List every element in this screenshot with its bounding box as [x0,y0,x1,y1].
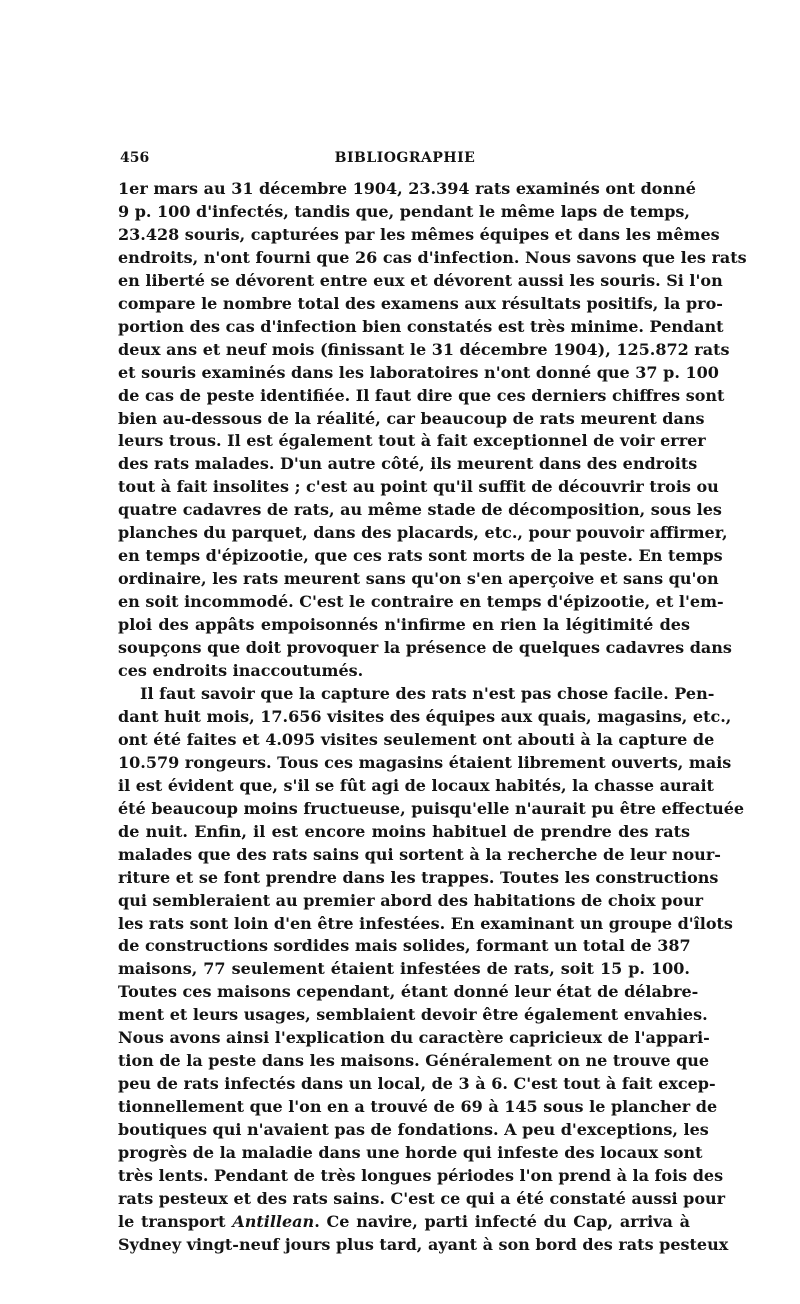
text-line: ment et leurs usages, semblaient devoir être également envahies. [118,1005,708,1025]
text-line: portion des cas d'infection bien constatés est très minime. Pendant [118,316,724,336]
text-line: 10.579 rongeurs. Tous ces magasins étaient librement ouverts, mais [118,752,732,772]
text-line: de constructions sordides mais solides, formant un total de 387 [118,936,691,956]
paragraph-start-line: Il faut savoir que la capture des rats n'est pas chose facile. Pen- [140,683,715,703]
text-line: en liberté se dévorent entre eux et dévorent aussi les souris. Si l'on [118,270,723,290]
text-fragment: . Ce navire, parti infecté du Cap, arriva à [314,1211,691,1231]
text-line: peu de rats infectés dans un local, de 3 à 6. C'est tout à fait excep- [118,1074,716,1094]
text-line: en soit incommodé. C'est le contraire en temps d'épizootie, et l'em- [118,592,724,612]
text-line: leurs trous. Il est également tout à fait exceptionnel de voir errer [118,431,706,451]
text-line: très lents. Pendant de très longues périodes l'on prend à la fois des [118,1165,724,1185]
text-line: ont été faites et 4.095 visites seulement ont abouti à la capture de [118,729,715,749]
text-line: été beaucoup moins fructueuse, puisqu'elle n'aurait pu être effectuée [118,798,745,818]
text-line: rats pesteux et des rats sains. C'est ce qui a été constaté aussi pour [118,1188,726,1208]
text-line: de nuit. Enfin, il est encore moins habituel de prendre des rats [118,821,690,841]
text-line: planches du parquet, dans des placards, etc., pour pouvoir affirmer, [118,523,728,543]
text-line: 1er mars au 31 décembre 1904, 23.394 rats examinés ont donné [118,179,696,198]
text-line: maisons, 77 seulement étaient infestées de rats, soit 15 p. 100. [118,959,690,979]
text-line: Toutes ces maisons cependant, étant donné leur état de délabre- [118,982,699,1002]
ship-name: Antillean [232,1211,315,1231]
paragraph-end-line: ces endroits inaccoutumés. [118,661,364,681]
text-fragment: le transport [118,1211,233,1231]
text-line: bien au-dessous de la réalité, car beaucoup de rats meurent dans [118,408,705,428]
text-line: il est évident que, s'il se fût agi de locaux habités, la chasse aurait [118,775,714,795]
text-line: les rats sont loin d'en être infestées. En examinant un groupe d'îlots [118,913,733,933]
text-line: Nous avons ainsi l'explication du caractère capricieux de l'appari- [118,1028,710,1048]
text-line: compare le nombre total des examens aux résultats positifs, la pro- [118,293,723,313]
text-line: ordinaire, les rats meurent sans qu'on s'en aperçoive et sans qu'on [118,569,719,589]
text-line: quatre cadavres de rats, au même stade de décomposition, sous les [118,500,722,520]
text-line: 23.428 souris, capturées par les mêmes équipes et dans les mêmes [118,224,720,244]
text-line: endroits, n'ont fourni que 26 cas d'infection. Nous savons que les rats [118,247,747,267]
text-line: tion de la peste dans les maisons. Généralement on ne trouve que [118,1051,710,1071]
text-line: tionnellement que l'on en a trouvé de 69 à 145 sous le plancher de [118,1097,718,1117]
text-line: 9 p. 100 d'infectés, tandis que, pendant le même laps de temps, [118,201,690,221]
text-line: des rats malades. D'un autre côté, ils meurent dans des endroits [118,454,698,474]
text-line: en temps d'épizootie, que ces rats sont morts de la peste. En temps [118,546,723,566]
text-line: tout à fait insolites ; c'est au point qu'il suffit de découvrir trois ou [118,477,719,497]
running-title: BIBLIOGRAPHIE [334,150,476,166]
text-line: soupçons que doit provoquer la présence de quelques cadavres dans [118,638,732,658]
text-line: progrès de la maladie dans une horde qui infeste des locaux sont [118,1143,703,1163]
body-text [118,178,747,1257]
text-line: ploi des appâts empoisonnés n'infirme en rien la légitimité des [118,615,690,635]
text-line: dant huit mois, 17.656 visites des équipes aux quais, magasins, etc., [118,706,732,726]
page-number: 456 [120,150,150,166]
text-line: deux ans et neuf mois (finissant le 31 décembre 1904), 125.872 rats [118,339,730,359]
text-line: qui sembleraient au premier abord des habitations de choix pour [118,890,704,910]
text-line: Sydney vingt-neuf jours plus tard, ayant à son bord des rats pesteux [118,1234,729,1254]
page-header [120,150,690,172]
text-line-ship [118,1211,690,1234]
text-line: de cas de peste identifiée. Il faut dire que ces derniers chiffres sont [118,385,725,405]
text-line: riture et se font prendre dans les trappes. Toutes les constructions [118,867,719,887]
text-line: et souris examinés dans les laboratoires n'ont donné que 37 p. 100 [118,362,719,382]
text-line: malades que des rats sains qui sortent à la recherche de leur nour- [118,844,721,864]
text-line: boutiques qui n'avaient pas de fondations. A peu d'exceptions, les [118,1120,709,1140]
